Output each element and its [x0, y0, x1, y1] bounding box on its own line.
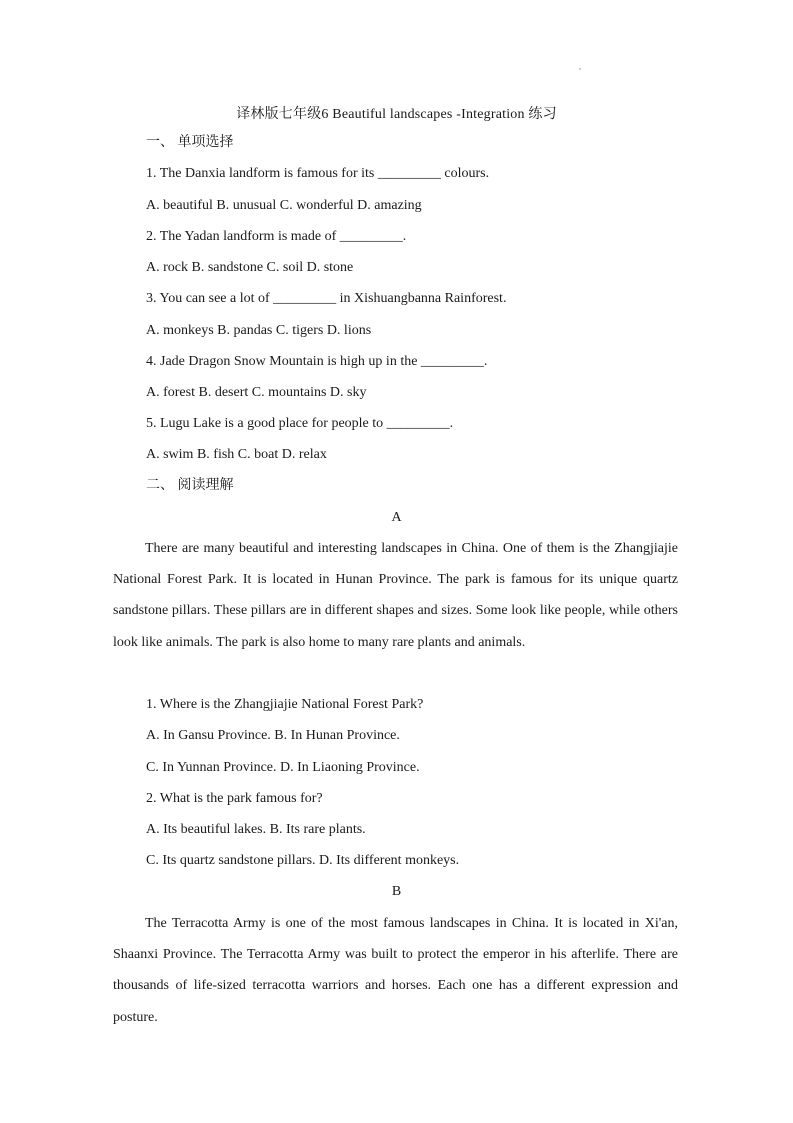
passage-a-text: There are many beautiful and interesting landscapes in China. One of them is the Zhangjiajie National Forest Park. It is located in Hunan Province. The park is famous for its unique quartz sandstone pillars. These pillars are in different shapes and sizes. Some look like people, while others look like animals. The park is also home to many rare plants and animals. — [113, 541, 678, 650]
scan-speck — [579, 68, 581, 70]
passage-a-question-1-options-ab: A. In Gansu Province. B. In Hunan Province. — [146, 728, 400, 743]
question-2-options: A. rock B. sandstone C. soil D. stone — [146, 260, 354, 275]
passage-a-label: A — [391, 510, 402, 525]
passage-b-text: The Terracotta Army is one of the most famous landscapes in China. It is located in Xi'an, Shaanxi Province. The Terracotta Army was built to protect the emperor in his afterlife. There are thousands of life-sized terracotta warriors and horses. Each one has a different expression and posture. — [113, 916, 678, 1025]
passage-b-label: B — [391, 884, 402, 899]
passage-a-question-1-options-cd: C. In Yunnan Province. D. In Liaoning Province. — [146, 760, 420, 775]
passage-a-question-2: 2. What is the park famous for? — [146, 791, 323, 806]
question-1-options: A. beautiful B. unusual C. wonderful D. amazing — [146, 198, 422, 213]
question-1-stem: 1. The Danxia landform is famous for its _________ colours. — [146, 166, 490, 181]
passage-a-question-2-options-ab: A. Its beautiful lakes. B. Its rare plants. — [146, 822, 366, 837]
passage-a-question-1: 1. Where is the Zhangjiajie National Forest Park? — [146, 697, 424, 712]
question-3-stem: 3. You can see a lot of _________ in Xishuangbanna Rainforest. — [146, 291, 507, 306]
section2-heading: 二、 阅读理解 — [146, 478, 234, 493]
passage-a-question-2-options-cd: C. Its quartz sandstone pillars. D. Its different monkeys. — [146, 853, 460, 868]
question-5-stem: 5. Lugu Lake is a good place for people to _________. — [146, 416, 454, 431]
question-5-options: A. swim B. fish C. boat D. relax — [146, 447, 327, 462]
question-3-options: A. monkeys B. pandas C. tigers D. lions — [146, 323, 372, 338]
question-4-options: A. forest B. desert C. mountains D. sky — [146, 385, 367, 400]
question-2-stem: 2. The Yadan landform is made of _________. — [146, 229, 407, 244]
page-title: 译林版七年级6 Beautiful landscapes -Integration 练习 — [236, 107, 557, 122]
question-4-stem: 4. Jade Dragon Snow Mountain is high up in the _________. — [146, 354, 488, 369]
section1-heading: 一、 单项选择 — [146, 135, 234, 150]
